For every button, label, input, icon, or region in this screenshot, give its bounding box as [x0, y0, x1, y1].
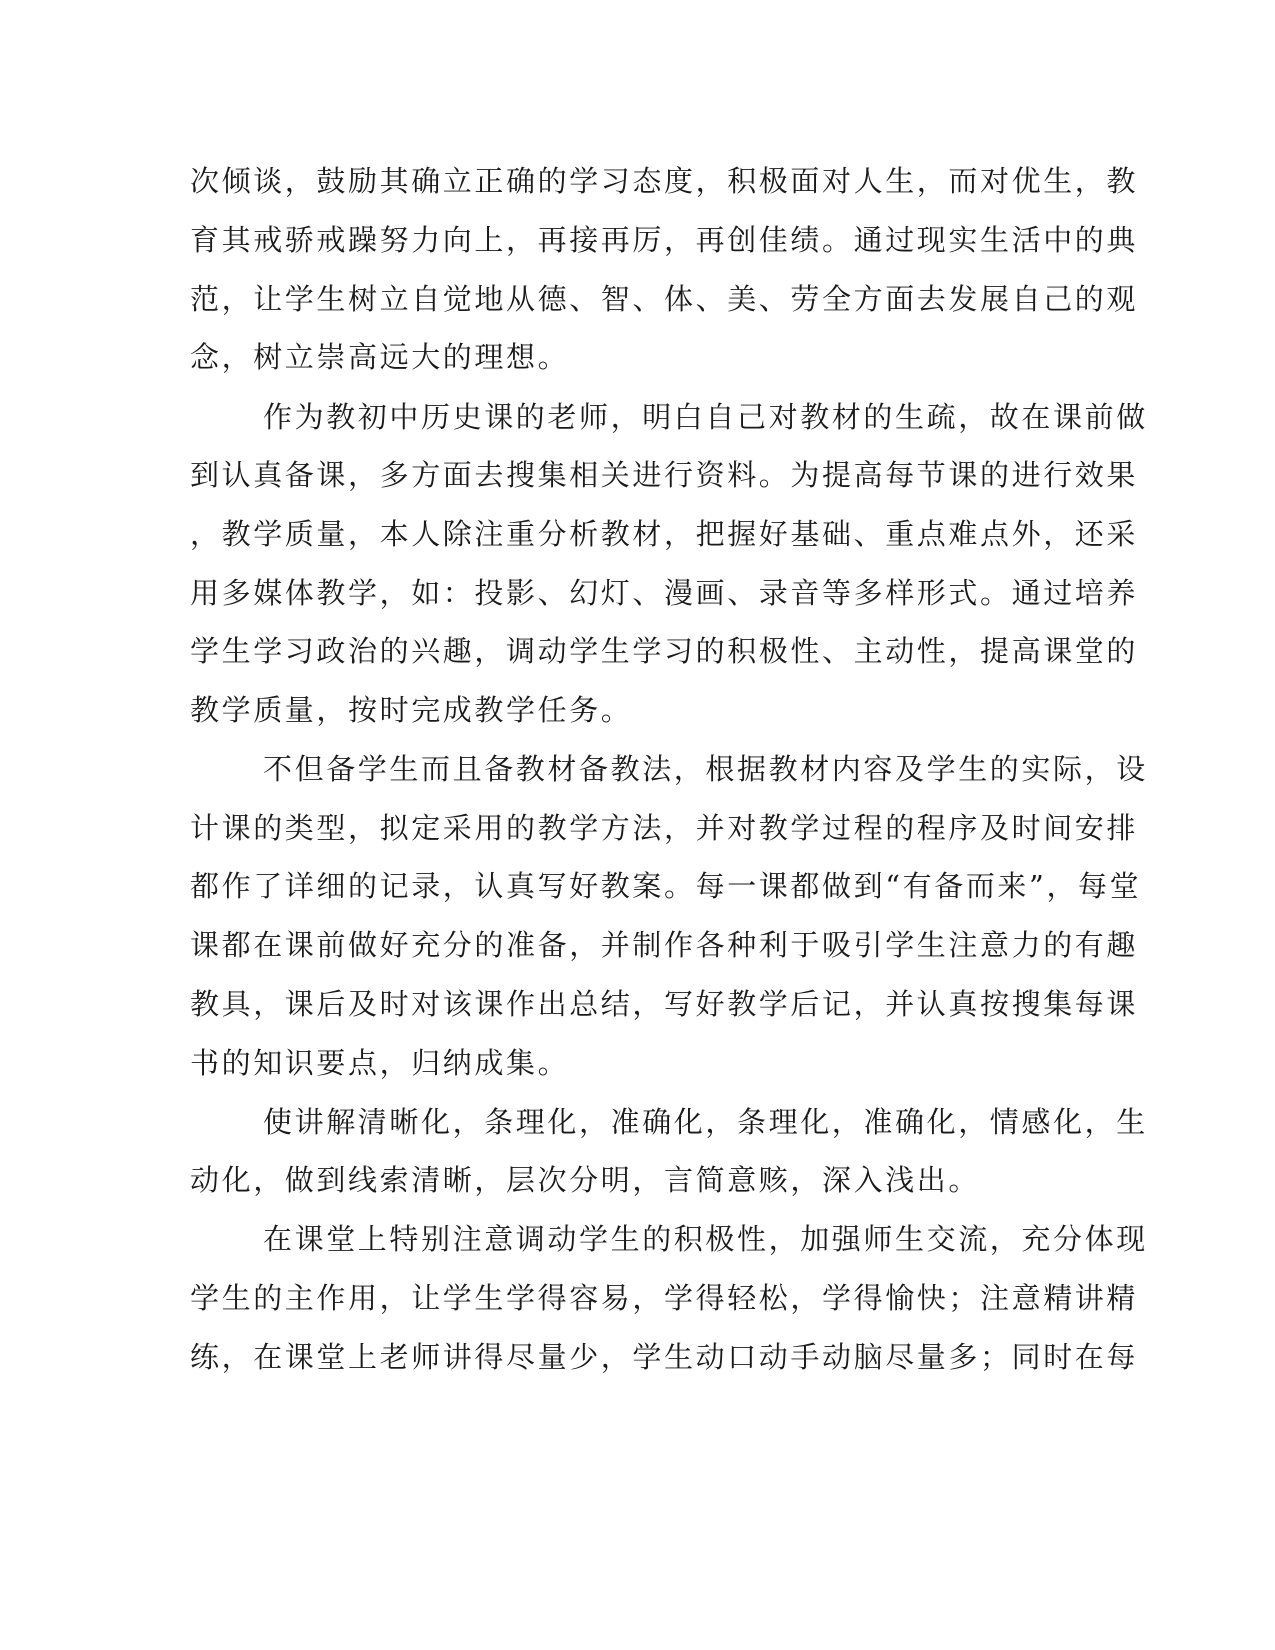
text-line: 书的知识要点，归纳成集。: [190, 1046, 570, 1080]
text-line: 课都在课前做好充分的准备，并制作各种利于吸引学生注意力的有趣: [190, 928, 1139, 962]
text-line: 到认真备课，多方面去搜集相关进行资料。为提高每节课的进行效果: [190, 458, 1139, 492]
text-line: 用多媒体教学，如：投影、幻灯、漫画、录音等多样形式。通过培养: [190, 576, 1139, 610]
text-line: 学生学习政治的兴趣，调动学生学习的积极性、主动性，提高课堂的: [190, 634, 1139, 668]
paragraph-start-line: 不但备学生而且备教材备教法，根据教材内容及学生的实际，设: [263, 752, 1148, 786]
text-line: 育其戒骄戒躁努力向上，再接再厉，再创佳绩。通过现实生活中的典: [190, 223, 1139, 257]
text-line: 教学质量，按时完成教学任务。: [190, 693, 633, 727]
text-line: 计课的类型，拟定采用的教学方法，并对教学过程的程序及时间安排: [190, 811, 1139, 845]
paragraph-start-line: 在课堂上特别注意调动学生的积极性，加强师生交流，充分体现: [263, 1222, 1148, 1256]
text-line: 范，让学生树立自觉地从德、智、体、美、劳全方面去发展自己的观: [190, 282, 1139, 316]
paragraph-start-line: 使讲解清晰化，条理化，准确化，条理化，准确化，情感化，生: [263, 1105, 1148, 1139]
text-line: 动化，做到线索清晰，层次分明，言简意赅，深入浅出。: [190, 1163, 981, 1197]
text-line: ，教学质量，本人除注重分析教材，把握好基础、重点难点外，还采: [190, 517, 1139, 551]
text-line: 教具，课后及时对该课作出总结，写好教学后记，并认真按搜集每课: [190, 987, 1139, 1021]
text-line: 学生的主作用，让学生学得容易，学得轻松，学得愉快；注意精讲精: [190, 1281, 1139, 1315]
text-line: 练，在课堂上老师讲得尽量少，学生动口动手动脑尽量多；同时在每: [190, 1340, 1139, 1374]
text-line: 都作了详细的记录，认真写好教案。每一课都做到“有备而来”，每堂: [190, 869, 1142, 903]
paragraph-start-line: 作为教初中历史课的老师，明白自己对教材的生疏，故在课前做: [263, 400, 1148, 434]
text-line: 念，树立崇高远大的理想。: [190, 340, 570, 374]
text-line: 次倾谈，鼓励其确立正确的学习态度，积极面对人生，而对优生，教: [190, 164, 1139, 198]
